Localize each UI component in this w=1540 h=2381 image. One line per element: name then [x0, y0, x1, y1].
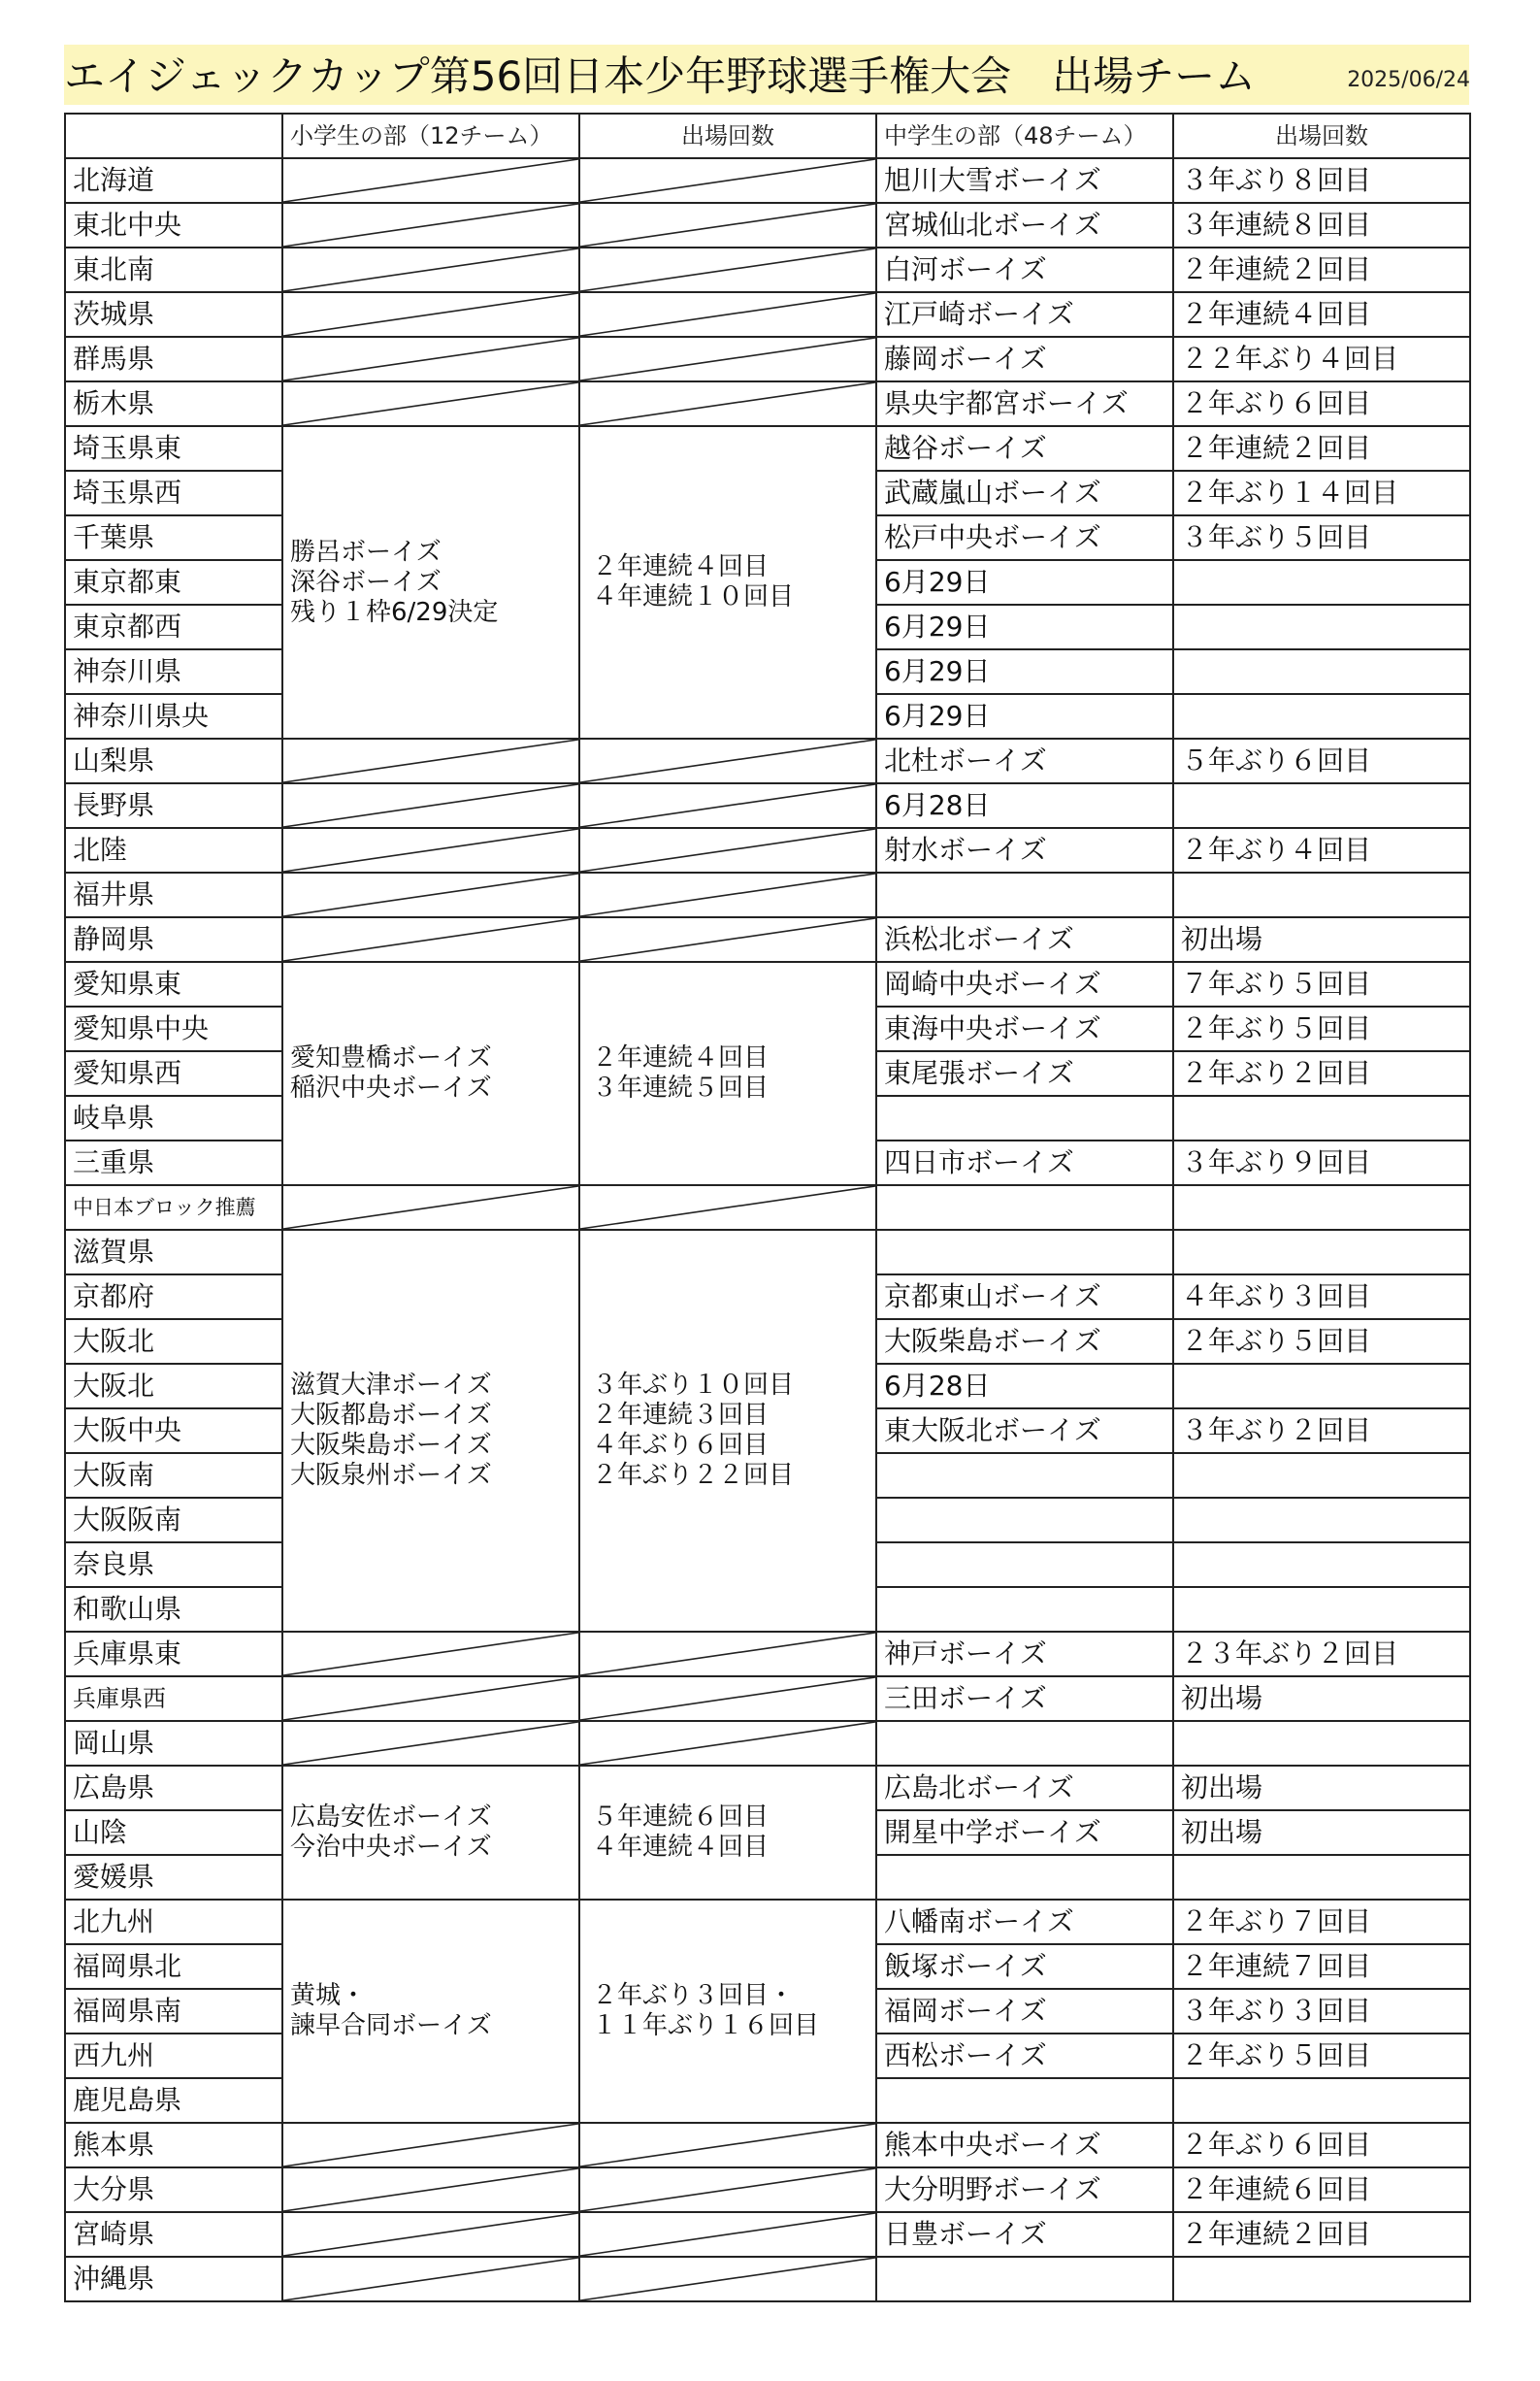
junior-team-cell: 県央宇都宮ボーイズ: [876, 381, 1173, 426]
table-row: [65, 1676, 1470, 1721]
elementary-count-empty-cell: [579, 2123, 876, 2167]
diagonal-slash: [580, 1722, 875, 1765]
junior-count-cell: [1173, 560, 1470, 605]
region-cell: 山梨県: [65, 739, 282, 783]
diagonal-slash: [580, 1677, 875, 1720]
table-body: [65, 158, 1470, 2301]
table-row: [65, 962, 1470, 1007]
elementary-empty-cell: [282, 828, 579, 873]
junior-count-cell: [1173, 1498, 1470, 1542]
elementary-team: 勝呂ボーイズ: [290, 537, 442, 567]
region-header: [65, 114, 282, 158]
table-row: [65, 2123, 1470, 2167]
table-row: [65, 1230, 1470, 1274]
diagonal-slash: [283, 204, 578, 247]
region-cell: 三重県: [65, 1141, 282, 1185]
elementary-appearance: １１年ぶり１６回目: [592, 2011, 820, 2040]
junior-team-cell: 江戸崎ボーイズ: [876, 292, 1173, 337]
region-cell: 愛知県西: [65, 1051, 282, 1096]
diagonal-slash: [580, 1186, 875, 1229]
junior-team-cell: 白河ボーイズ: [876, 248, 1173, 292]
elementary-appearance: ２年ぶり２２回目: [592, 1461, 795, 1490]
junior-count-cell: ２年ぶり５回目: [1173, 1007, 1470, 1051]
region-cell: 神奈川県央: [65, 694, 282, 739]
junior-count-cell: [1173, 2257, 1470, 2301]
junior-team-cell: 6月29日: [876, 649, 1173, 694]
elementary-team: 稲沢中央ボーイズ: [290, 1074, 492, 1103]
table-header-row: [65, 114, 1470, 158]
table-row: [65, 426, 1470, 471]
elementary-count-empty-cell: [579, 873, 876, 917]
region-cell: 群馬県: [65, 337, 282, 381]
elementary-empty-cell: [282, 158, 579, 203]
elementary-count-empty-cell: [579, 917, 876, 962]
junior-count-cell: [1173, 1587, 1470, 1632]
junior-count-cell: ２年ぶり５回目: [1173, 2034, 1470, 2078]
junior-team-cell: 四日市ボーイズ: [876, 1141, 1173, 1185]
table-row: [65, 917, 1470, 962]
region-cell: 鹿児島県: [65, 2078, 282, 2123]
elementary-empty-cell: [282, 337, 579, 381]
junior-count-cell: [1173, 1855, 1470, 1900]
elementary-counts-cell: [579, 962, 876, 1185]
junior-count-cell: ２年ぶり１４回目: [1173, 471, 1470, 515]
junior-count-cell: ２年連続７回目: [1173, 1944, 1470, 1989]
region-cell: 愛知県東: [65, 962, 282, 1007]
diagonal-slash: [283, 1722, 578, 1765]
region-cell: 愛知県中央: [65, 1007, 282, 1051]
elementary-empty-cell: [282, 2257, 579, 2301]
junior-team-cell: 松戸中央ボーイズ: [876, 515, 1173, 560]
elementary-team: 大阪泉州ボーイズ: [290, 1461, 492, 1490]
region-cell: 沖縄県: [65, 2257, 282, 2301]
table-row: [65, 1185, 1470, 1230]
elementary-appearance: ２年連続３回目: [592, 1401, 770, 1430]
region-cell: 東北南: [65, 248, 282, 292]
elementary-team: 愛知豊橋ボーイズ: [290, 1043, 492, 1073]
junior-team-cell: 6月29日: [876, 605, 1173, 649]
junior-count-cell: [1173, 694, 1470, 739]
region-cell: 熊本県: [65, 2123, 282, 2167]
junior-count-cell: [1173, 873, 1470, 917]
elementary-empty-cell: [282, 381, 579, 426]
region-cell: 東北中央: [65, 203, 282, 248]
junior-team-cell: 神戸ボーイズ: [876, 1632, 1173, 1676]
diagonal-slash: [283, 740, 578, 782]
junior-count-cell: ２年連続２回目: [1173, 2212, 1470, 2257]
junior-team-cell: 東尾張ボーイズ: [876, 1051, 1173, 1096]
junior-count-cell: [1173, 605, 1470, 649]
elementary-teams-cell: [282, 1230, 579, 1632]
junior-count-cell: [1173, 2078, 1470, 2123]
diagonal-slash: [283, 1633, 578, 1675]
table-row: [65, 1900, 1470, 1944]
table-row: [65, 337, 1470, 381]
junior-count-cell: 初出場: [1173, 917, 1470, 962]
junior-team-cell: 6月28日: [876, 1364, 1173, 1408]
diagonal-slash: [580, 1633, 875, 1675]
region-cell: 兵庫県西: [65, 1676, 282, 1721]
region-cell: 大阪阪南: [65, 1498, 282, 1542]
elementary-count-empty-cell: [579, 1676, 876, 1721]
table-row: [65, 2257, 1470, 2301]
junior-count-cell: [1173, 1185, 1470, 1230]
elementary-count-empty-cell: [579, 203, 876, 248]
elementary-counts-cell: [579, 1230, 876, 1632]
elementary-empty-cell: [282, 2212, 579, 2257]
junior-count-cell: ２年ぶり２回目: [1173, 1051, 1470, 1096]
teams-table: [64, 113, 1471, 2302]
region-cell: 長野県: [65, 783, 282, 828]
table-row: [65, 292, 1470, 337]
diagonal-slash: [580, 248, 875, 291]
junior-count-cell: [1173, 783, 1470, 828]
junior-team-cell: [876, 1096, 1173, 1141]
elementary-count-empty-cell: [579, 739, 876, 783]
junior-count-cell: ３年ぶり３回目: [1173, 1989, 1470, 2034]
diagonal-slash: [283, 918, 578, 961]
junior-team-cell: [876, 1855, 1173, 1900]
elementary-count-empty-cell: [579, 158, 876, 203]
junior-team-cell: 八幡南ボーイズ: [876, 1900, 1173, 1944]
region-cell: 北海道: [65, 158, 282, 203]
diagonal-slash: [580, 2124, 875, 2166]
region-cell: 大阪北: [65, 1364, 282, 1408]
region-cell: 北九州: [65, 1900, 282, 1944]
junior-count-cell: ２年ぶり６回目: [1173, 381, 1470, 426]
junior-team-cell: 武蔵嵐山ボーイズ: [876, 471, 1173, 515]
diagonal-slash: [580, 382, 875, 425]
junior-team-cell: 6月29日: [876, 694, 1173, 739]
elementary-appearance: ２年連続４回目: [592, 1043, 770, 1073]
table-row: [65, 381, 1470, 426]
page-title: エイジェックカップ第56回日本少年野球選手権大会 出場チーム: [64, 52, 1257, 100]
region-cell: 中日本ブロック推薦: [65, 1185, 282, 1230]
elementary-count-empty-cell: [579, 828, 876, 873]
junior-count-cell: ７年ぶり５回目: [1173, 962, 1470, 1007]
table-row: [65, 158, 1470, 203]
diagonal-slash: [580, 204, 875, 247]
elementary-empty-cell: [282, 2167, 579, 2212]
table-row: [65, 2212, 1470, 2257]
elementary-team: 今治中央ボーイズ: [290, 1833, 492, 1862]
junior-count-cell: ２３年ぶり２回目: [1173, 1632, 1470, 1676]
region-cell: 栃木県: [65, 381, 282, 426]
junior-team-cell: [876, 2078, 1173, 2123]
junior-count-cell: ３年連続８回目: [1173, 203, 1470, 248]
junior-count-cell: ２年連続２回目: [1173, 426, 1470, 471]
diagonal-slash: [580, 338, 875, 380]
elementary-empty-cell: [282, 873, 579, 917]
junior-team-cell: 三田ボーイズ: [876, 1676, 1173, 1721]
junior-count-cell: [1173, 1721, 1470, 1766]
diagonal-slash: [283, 248, 578, 291]
junior-count-cell: [1173, 1364, 1470, 1408]
table-row: [65, 1766, 1470, 1810]
junior-team-cell: 西松ボーイズ: [876, 2034, 1173, 2078]
elementary-team: 黄城・: [290, 1981, 367, 2010]
diagonal-slash: [283, 338, 578, 380]
elementary-empty-cell: [282, 783, 579, 828]
elementary-empty-cell: [282, 739, 579, 783]
elementary-appearance: ２年ぶり３回目・: [592, 1981, 795, 2010]
junior-count-cell: ２年連続６回目: [1173, 2167, 1470, 2212]
table-row: [65, 739, 1470, 783]
region-cell: 北陸: [65, 828, 282, 873]
diagonal-slash: [283, 829, 578, 872]
elementary-team: 諫早合同ボーイズ: [290, 2011, 492, 2040]
elementary-teams-cell: [282, 1766, 579, 1900]
elementary-team: 滋賀大津ボーイズ: [290, 1371, 492, 1400]
region-cell: 大阪北: [65, 1319, 282, 1364]
region-cell: 京都府: [65, 1274, 282, 1319]
elementary-counts-cell: [579, 1766, 876, 1900]
diagonal-slash: [283, 1677, 578, 1720]
region-cell: 埼玉県西: [65, 471, 282, 515]
elementary-team: 広島安佐ボーイズ: [290, 1802, 492, 1832]
junior-count-cell: ４年ぶり３回目: [1173, 1274, 1470, 1319]
region-cell: 東京都東: [65, 560, 282, 605]
elementary-count-header: 出場回数: [579, 114, 876, 158]
junior-team-cell: 大分明野ボーイズ: [876, 2167, 1173, 2212]
region-cell: 宮崎県: [65, 2212, 282, 2257]
diagonal-slash: [283, 2213, 578, 2256]
table-row: [65, 873, 1470, 917]
diagonal-slash: [580, 829, 875, 872]
diagonal-slash: [283, 293, 578, 336]
junior-team-cell: 藤岡ボーイズ: [876, 337, 1173, 381]
junior-count-cell: [1173, 1453, 1470, 1498]
junior-count-cell: ２年ぶり５回目: [1173, 1319, 1470, 1364]
elementary-appearance: ３年連続５回目: [592, 1074, 770, 1103]
elementary-teams-cell: [282, 962, 579, 1185]
region-cell: 和歌山県: [65, 1587, 282, 1632]
region-cell: 愛媛県: [65, 1855, 282, 1900]
diagonal-slash: [283, 2258, 578, 2300]
elementary-empty-cell: [282, 203, 579, 248]
elementary-count-empty-cell: [579, 2167, 876, 2212]
region-cell: 兵庫県東: [65, 1632, 282, 1676]
table-row: [65, 828, 1470, 873]
region-cell: 奈良県: [65, 1542, 282, 1587]
region-cell: 西九州: [65, 2034, 282, 2078]
junior-header: 中学生の部（48チーム）: [876, 114, 1173, 158]
region-cell: 東京都西: [65, 605, 282, 649]
elementary-counts-cell: [579, 1900, 876, 2123]
junior-team-cell: 浜松北ボーイズ: [876, 917, 1173, 962]
junior-count-cell: ３年ぶり５回目: [1173, 515, 1470, 560]
diagonal-slash: [283, 2124, 578, 2166]
elementary-team: 大阪柴島ボーイズ: [290, 1431, 492, 1460]
diagonal-slash: [580, 2168, 875, 2211]
region-cell: 神奈川県: [65, 649, 282, 694]
diagonal-slash: [283, 874, 578, 916]
junior-team-cell: 6月28日: [876, 783, 1173, 828]
elementary-empty-cell: [282, 917, 579, 962]
junior-team-cell: [876, 1587, 1173, 1632]
region-cell: 埼玉県東: [65, 426, 282, 471]
junior-team-cell: 宮城仙北ボーイズ: [876, 203, 1173, 248]
junior-team-cell: [876, 2257, 1173, 2301]
junior-team-cell: [876, 873, 1173, 917]
region-cell: 滋賀県: [65, 1230, 282, 1274]
junior-count-cell: 初出場: [1173, 1766, 1470, 1810]
elementary-team: 残り１枠6/29決定: [290, 597, 499, 627]
junior-team-cell: [876, 1542, 1173, 1587]
table-row: [65, 248, 1470, 292]
junior-team-cell: 越谷ボーイズ: [876, 426, 1173, 471]
elementary-counts-cell: [579, 426, 876, 739]
region-cell: 大阪南: [65, 1453, 282, 1498]
junior-team-cell: 広島北ボーイズ: [876, 1766, 1173, 1810]
elementary-team: 大阪都島ボーイズ: [290, 1401, 492, 1430]
junior-count-cell: ２年ぶり６回目: [1173, 2123, 1470, 2167]
junior-count-cell: ３年ぶり２回目: [1173, 1408, 1470, 1453]
junior-team-cell: 射水ボーイズ: [876, 828, 1173, 873]
diagonal-slash: [283, 2168, 578, 2211]
junior-team-cell: 飯塚ボーイズ: [876, 1944, 1173, 1989]
table-row: [65, 1721, 1470, 1766]
elementary-count-empty-cell: [579, 1185, 876, 1230]
diagonal-slash: [580, 2258, 875, 2300]
junior-count-cell: ２２年ぶり４回目: [1173, 337, 1470, 381]
table-row: [65, 203, 1470, 248]
junior-team-cell: [876, 1453, 1173, 1498]
diagonal-slash: [580, 784, 875, 827]
diagonal-slash: [283, 159, 578, 202]
table-row: [65, 2167, 1470, 2212]
table-row: [65, 783, 1470, 828]
region-cell: 岡山県: [65, 1721, 282, 1766]
junior-count-cell: ５年ぶり６回目: [1173, 739, 1470, 783]
junior-count-cell: ２年連続２回目: [1173, 248, 1470, 292]
diagonal-slash: [283, 784, 578, 827]
region-cell: 大阪中央: [65, 1408, 282, 1453]
region-cell: 福岡県南: [65, 1989, 282, 2034]
junior-count-cell: ２年ぶり７回目: [1173, 1900, 1470, 1944]
diagonal-slash: [283, 1186, 578, 1229]
junior-count-header: 出場回数: [1173, 114, 1470, 158]
junior-count-cell: ２年連続４回目: [1173, 292, 1470, 337]
elementary-count-empty-cell: [579, 1721, 876, 1766]
elementary-count-empty-cell: [579, 1632, 876, 1676]
diagonal-slash: [580, 159, 875, 202]
elementary-count-empty-cell: [579, 292, 876, 337]
junior-count-cell: [1173, 1230, 1470, 1274]
junior-team-cell: 開星中学ボーイズ: [876, 1810, 1173, 1855]
region-cell: 茨城県: [65, 292, 282, 337]
elementary-appearance: ５年連続６回目: [592, 1802, 770, 1832]
region-cell: 広島県: [65, 1766, 282, 1810]
region-cell: 福岡県北: [65, 1944, 282, 1989]
junior-team-cell: 東大阪北ボーイズ: [876, 1408, 1173, 1453]
junior-team-cell: 福岡ボーイズ: [876, 1989, 1173, 2034]
elementary-empty-cell: [282, 292, 579, 337]
region-cell: 岐阜県: [65, 1096, 282, 1141]
publish-date: 2025/06/24: [1347, 68, 1470, 92]
junior-team-cell: 日豊ボーイズ: [876, 2212, 1173, 2257]
region-cell: 山陰: [65, 1810, 282, 1855]
junior-team-cell: [876, 1230, 1173, 1274]
junior-count-cell: 初出場: [1173, 1676, 1470, 1721]
elementary-empty-cell: [282, 1721, 579, 1766]
elementary-count-empty-cell: [579, 337, 876, 381]
junior-team-cell: [876, 1721, 1173, 1766]
junior-count-cell: 初出場: [1173, 1810, 1470, 1855]
junior-team-cell: 旭川大雪ボーイズ: [876, 158, 1173, 203]
elementary-empty-cell: [282, 248, 579, 292]
junior-count-cell: ３年ぶり８回目: [1173, 158, 1470, 203]
diagonal-slash: [580, 918, 875, 961]
elementary-empty-cell: [282, 2123, 579, 2167]
junior-team-cell: 大阪柴島ボーイズ: [876, 1319, 1173, 1364]
diagonal-slash: [580, 740, 875, 782]
junior-team-cell: 北杜ボーイズ: [876, 739, 1173, 783]
junior-team-cell: 6月29日: [876, 560, 1173, 605]
elementary-team: 深谷ボーイズ: [290, 567, 442, 597]
diagonal-slash: [580, 293, 875, 336]
elementary-count-empty-cell: [579, 2212, 876, 2257]
junior-team-cell: 京都東山ボーイズ: [876, 1274, 1173, 1319]
elementary-count-empty-cell: [579, 381, 876, 426]
junior-team-cell: [876, 1498, 1173, 1542]
elementary-teams-cell: [282, 1900, 579, 2123]
elementary-appearance: ４年連続４回目: [592, 1833, 770, 1862]
junior-count-cell: [1173, 1542, 1470, 1587]
region-cell: 静岡県: [65, 917, 282, 962]
junior-count-cell: [1173, 649, 1470, 694]
elementary-appearance: ４年連続１０回目: [592, 582, 795, 612]
diagonal-slash: [580, 874, 875, 916]
region-cell: 福井県: [65, 873, 282, 917]
junior-count-cell: [1173, 1096, 1470, 1141]
elementary-count-empty-cell: [579, 783, 876, 828]
region-cell: 千葉県: [65, 515, 282, 560]
junior-team-cell: 熊本中央ボーイズ: [876, 2123, 1173, 2167]
elementary-header: 小学生の部（12チーム）: [282, 114, 579, 158]
elementary-appearance: ３年ぶり１０回目: [592, 1371, 795, 1400]
elementary-empty-cell: [282, 1676, 579, 1721]
junior-count-cell: ２年ぶり４回目: [1173, 828, 1470, 873]
junior-count-cell: ３年ぶり９回目: [1173, 1141, 1470, 1185]
diagonal-slash: [283, 382, 578, 425]
elementary-count-empty-cell: [579, 2257, 876, 2301]
elementary-count-empty-cell: [579, 248, 876, 292]
junior-team-cell: 岡崎中央ボーイズ: [876, 962, 1173, 1007]
elementary-empty-cell: [282, 1632, 579, 1676]
elementary-teams-cell: [282, 426, 579, 739]
junior-team-cell: 東海中央ボーイズ: [876, 1007, 1173, 1051]
diagonal-slash: [580, 2213, 875, 2256]
elementary-empty-cell: [282, 1185, 579, 1230]
elementary-appearance: ２年連続４回目: [592, 552, 770, 581]
elementary-appearance: ４年ぶり６回目: [592, 1431, 770, 1460]
table-row: [65, 1632, 1470, 1676]
junior-team-cell: [876, 1185, 1173, 1230]
region-cell: 大分県: [65, 2167, 282, 2212]
